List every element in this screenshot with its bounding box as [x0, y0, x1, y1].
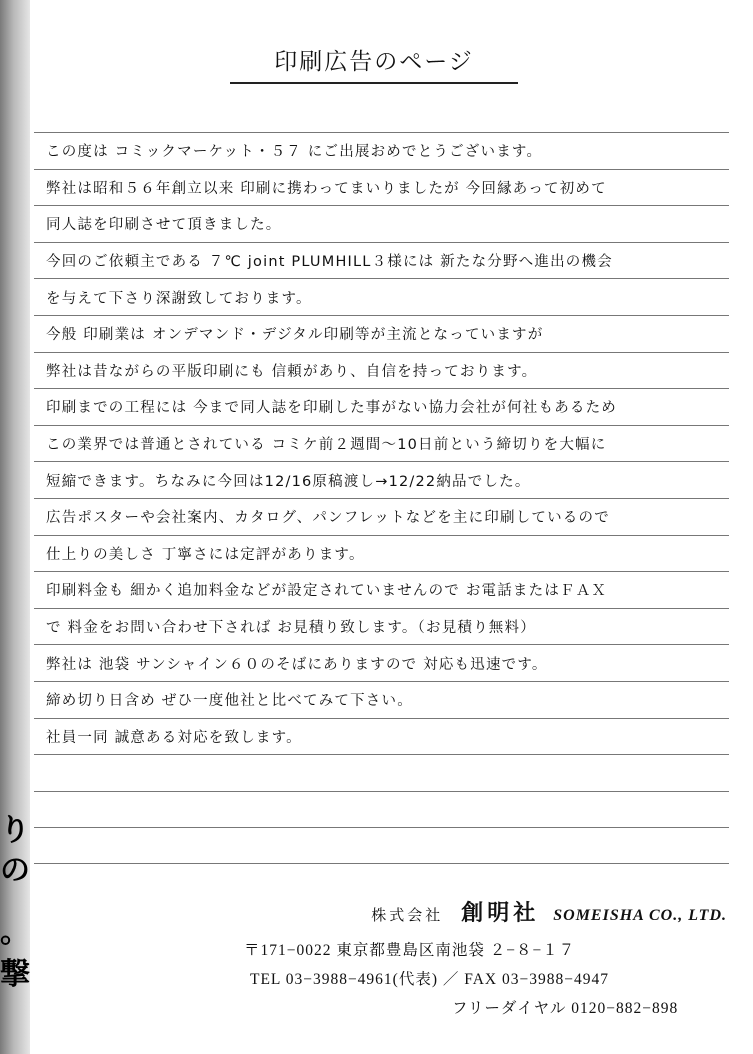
text-line: 弊社は昔ながらの平版印刷にも 信頼があり、自信を持っております。 — [34, 352, 729, 389]
text-line — [34, 827, 729, 864]
text-line — [34, 754, 729, 791]
text-line: この度は コミックマーケット・５７ にご出展おめでとうございます。 — [34, 132, 729, 169]
tel-fax: TEL 03−3988−4961(代表) ／ FAX 03−3988−4947 — [250, 971, 609, 988]
free-dial: フリーダイヤル 0120−882−898 — [452, 1000, 679, 1017]
text-line: 弊社は昭和５６年創立以来 印刷に携わってまいりましたが 今回縁あって初めて — [34, 169, 729, 206]
text-line: 印刷料金も 細かく追加料金などが設定されていませんので お電話またはＦＡＸ — [34, 571, 729, 608]
page-title: 印刷広告のページ — [230, 44, 518, 84]
text-line: を与えて下さり深謝致しております。 — [34, 278, 729, 315]
spine-glyph: り — [0, 813, 30, 848]
text-line: 今回のご依頼主である ７℃ joint PLUMHILL３様には 新たな分野へ進出の機会 — [34, 242, 729, 279]
text-line: この業界では普通とされている コミケ前２週間〜10日前という締切りを大幅に — [34, 425, 729, 462]
ruled-text-area — [34, 132, 729, 864]
text-line — [34, 791, 729, 828]
text-line: 仕上りの美しさ 丁寧さには定評があります。 — [34, 535, 729, 572]
text-line: で 料金をお問い合わせ下されば お見積り致します。（お見積り無料） — [34, 608, 729, 645]
text-line: 同人誌を印刷させて頂きました。 — [34, 205, 729, 242]
text-line: 印刷までの工程には 今まで同人誌を印刷した事がない協力会社が何社もあるため — [34, 388, 729, 425]
postal-address: 〒171−0022 東京都豊島区南池袋 ２−８−１７ — [244, 942, 576, 959]
text-line: 広告ポスターや会社案内、カタログ、パンフレットなどを主に印刷しているので — [34, 498, 729, 535]
text-line: 今般 印刷業は オンデマンド・デジタル印刷等が主流となっていますが — [34, 315, 729, 352]
text-line: 弊社は 池袋 サンシャイン６０のそばにありますので 対応も迅速です。 — [34, 644, 729, 681]
text-line: 短縮できます。ちなみに今回は12/16原稿渡し→12/22納品でした。 — [34, 461, 729, 498]
spine-glyph: 。 — [0, 915, 30, 950]
company-english-name: SOMEISHA CO., LTD. — [553, 907, 727, 924]
spine-glyph: 撃 — [0, 957, 30, 992]
spine-glyph: の — [0, 853, 30, 888]
book-spine-shadow — [0, 0, 30, 1054]
text-line: 締め切り日含め ぜひ一度他社と比べてみて下さい。 — [34, 681, 729, 718]
text-line: 社員一同 誠意ある対応を致します。 — [34, 718, 729, 755]
company-name-block — [371, 896, 727, 927]
company-name: 創明社 — [461, 900, 540, 926]
company-type: 株式会社 — [371, 906, 444, 924]
